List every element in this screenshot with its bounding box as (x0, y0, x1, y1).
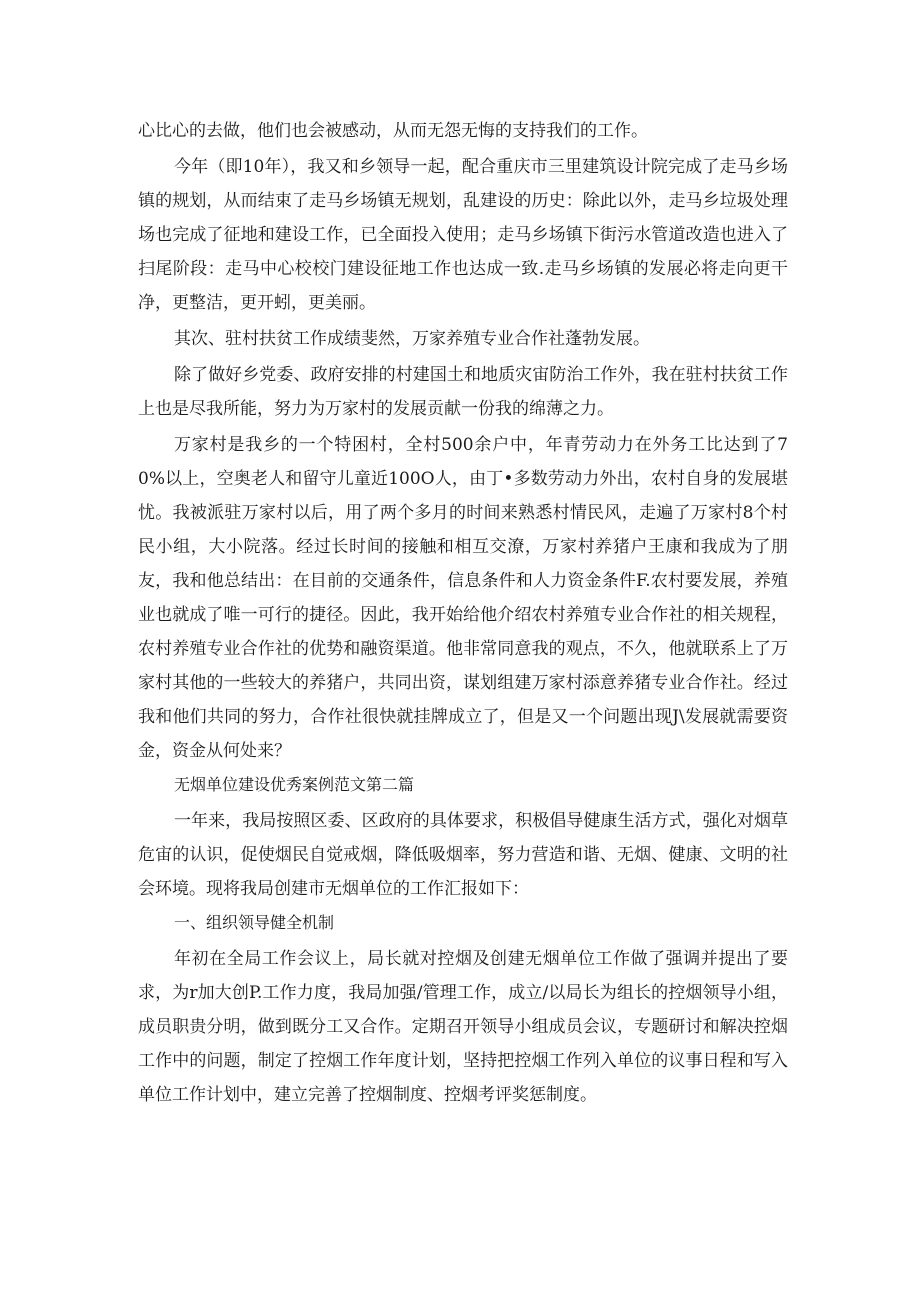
paragraph-continuation: 心比心的去做，他们也会被感动，从而无怨无悔的支持我们的工作。 (138, 121, 648, 141)
paragraph-smoke-free-intro: 一年来，我局按照区委、区政府的具体要求，积极倡导健康生活方式，强化对烟草危宙的认识，促使烟民自觉戒烟，降低吸烟率，努力营造和谐、无烟、健康、文明的社会环境。现将我局创建市无烟单位的工作汇报如下： (138, 811, 788, 899)
paragraph-wanjia-village: 万家村是我乡的一个特困村，全村500余户中，年青劳动力在外务工比达到了70%以上，空奥老人和留守儿童近100O人，由丁•多数劳动力外出，农村自身的发展堪忧。我被派驻万家村以后，用了两个多月的时间来熟悉村情民风，走遍了万家村8个村民小组，大小院落。经过长时间的接触和相互交潦，万家村养猪户王康和我成为了朋友，我和他总结出：在目前的交通条件，信息条件和人力资金条件F.农村要发展，养殖业也就成了唯一可行的捷径。因此，我开始给他介绍农村养殖专业合作社的相关规程，农村养殖专业合作社的优势和融资渠道。他非常同意我的观点，不久，他就联系上了万家村其他的一些较大的养猪户，共同出资，谋划组建万家村添意养猪专业合作社。经过我和他们共同的努力，合作社很快就挂牌成立了，但是又一个问题出现J\发展就需要资金，资金从何处来？ (138, 435, 788, 761)
paragraph-poverty-alleviation-heading: 其次、驻村扶贫工作成绩斐然，万家养殖专业合作社蓬勃发展。 (174, 329, 650, 349)
paragraph-town-planning: 今年（即10年），我又和乡领导一起，配合重庆市三里建筑设计院完成了走马乡场镇的规划，从而结束了走马乡场镇无规划，乱建设的历史：除此以外，走马乡垃圾处理场也完成了征地和建设工作，已全面投入使用；走马乡场镇下街污水管道改造也进入了扫尾阶段：走马中心校校门建设征地工作也达成一致.走马乡场镇的发展必将走向更干净，更整洁，更开蚓，更美丽。 (138, 157, 788, 313)
section-title: 无烟单位建设优秀案例范文第二篇 (174, 775, 415, 794)
paragraph-village-work: 除了做好乡党委、政府安排的村建国土和地质灾宙防治工作外，我在驻村扶贫工作上也是尽我所能，努力为万家村的发展贡献一份我的绵薄之力。 (138, 365, 788, 419)
subsection-title: 一、组织领导健全机制 (174, 913, 335, 932)
paragraph-leadership: 年初在全局工作会议上，局长就对控烟及创建无烟单位工作做了强调并提出了要求，为r加大创P.工作力度，我局加强/管理工作，成立/以局长为组长的控烟领导小组，成员职贵分明，做到既分工又合作。定期召开领导小组成员会议，专题研讨和解决控烟工作中的问题，制定了控烟工作年度计划，坚持把控烟工作列入单位的议事日程和写入单位工作计划中，建立完善了控烟制度、控烟考评奖惩制度。 (138, 949, 788, 1105)
document-body (138, 114, 788, 1112)
